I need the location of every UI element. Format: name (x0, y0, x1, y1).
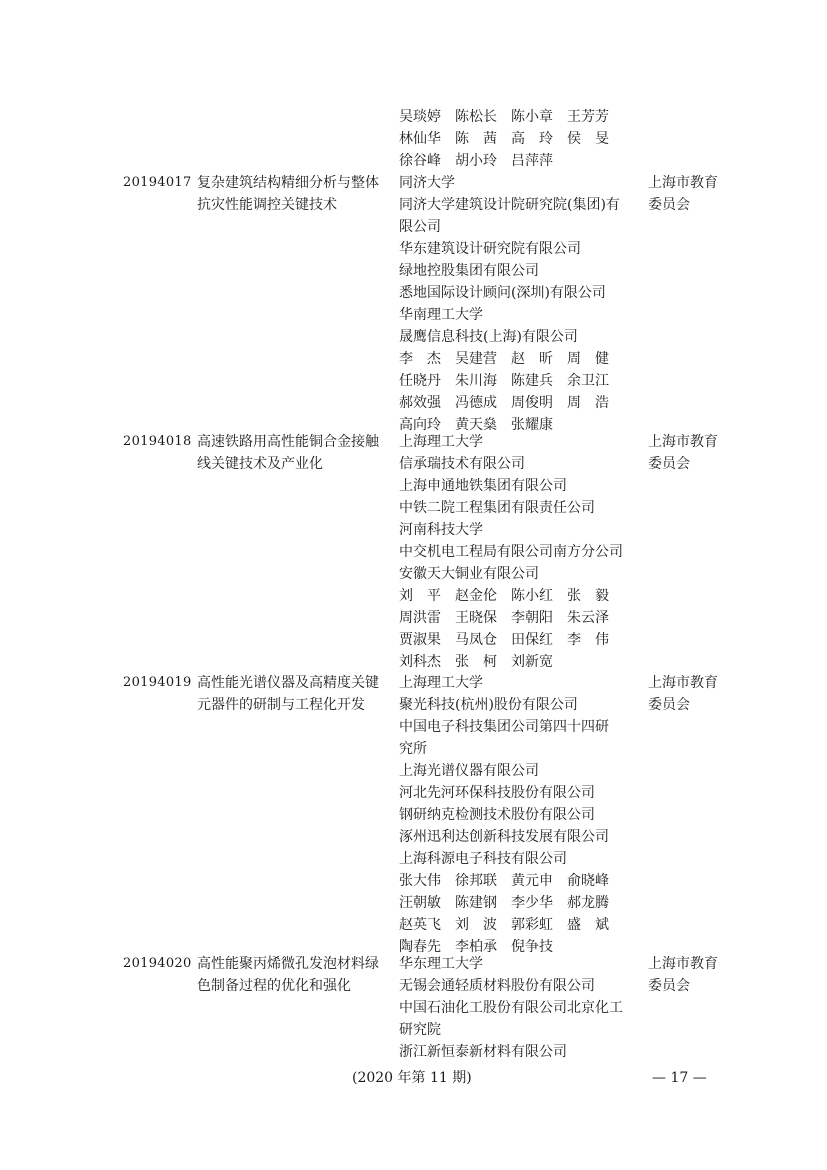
content-line: 中铁二院工程集团有限责任公司 (399, 500, 595, 516)
content-line: 李 杰 吴建营 赵 昕 周 健 (399, 351, 609, 367)
name-line: 徐谷峰 胡小玲 吕萍萍 (399, 153, 553, 169)
title-line: 复杂建筑结构精细分析与整体 (197, 175, 379, 191)
content-line: 河北先河环保科技股份有限公司 (399, 785, 595, 801)
content-line: 聚光科技(杭州)股份有限公司 (399, 697, 578, 713)
units-and-names (399, 953, 639, 1063)
content-line: 上海科源电子科技有限公司 (399, 851, 567, 867)
project-title (197, 431, 387, 475)
content-line: 刘 平 赵金伦 陈小红 张 毅 (399, 588, 609, 604)
names-list (399, 106, 639, 172)
content-line: 华东建筑设计研究院有限公司 (399, 241, 581, 257)
content-line: 上海理工大学 (399, 675, 483, 691)
content-line: 绿地控股集团有限公司 (399, 263, 539, 279)
content-line: 赵英飞 刘 波 郭彩虹 盛 斌 (399, 917, 609, 933)
content-line: 汪朝敏 陈建钢 李少华 郝龙腾 (399, 895, 609, 911)
title-line: 元器件的研制与工程化开发 (197, 697, 365, 713)
nominating-unit (648, 953, 718, 997)
content-line: 华南理工大学 (399, 307, 483, 323)
content-line: 信承瑞技术有限公司 (399, 456, 525, 472)
content-line: 涿州迅利达创新科技发展有限公司 (399, 829, 609, 845)
content-line: 中交机电工程局有限公司南方分公司 (399, 544, 623, 560)
content-line: 同济大学建筑设计院研究院(集团)有 (399, 197, 620, 213)
units-and-names (399, 431, 639, 673)
title-line: 线关键技术及产业化 (197, 456, 323, 472)
dept-line: 委员会 (648, 697, 690, 713)
name-line: 吴琰婷 陈松长 陈小章 王芳芳 (399, 109, 609, 125)
dept-line: 上海市教育 (648, 956, 718, 972)
title-line: 高性能聚丙烯微孔发泡材料绿 (197, 956, 379, 972)
content-line: 中国石油化工股份有限公司北京化工 (399, 1000, 623, 1016)
dept-line: 委员会 (648, 456, 690, 472)
project-id: 20194018 (123, 434, 192, 449)
dept-line: 委员会 (648, 197, 690, 213)
nominating-unit (648, 172, 718, 216)
dept-line: 上海市教育 (648, 175, 718, 191)
content-line: 上海理工大学 (399, 434, 483, 450)
dept-line: 上海市教育 (648, 675, 718, 691)
nominating-unit (648, 431, 718, 475)
project-title (197, 172, 387, 216)
content-line: 上海申通地铁集团有限公司 (399, 478, 567, 494)
project-id: 20194019 (123, 675, 192, 690)
content-line: 河南科技大学 (399, 522, 483, 538)
content-line: 中国电子科技集团公司第四十四研 (399, 719, 609, 735)
dept-line: 委员会 (648, 978, 690, 994)
nominating-unit (648, 672, 718, 716)
title-line: 抗灾性能调控关键技术 (197, 197, 337, 213)
content-line: 高向玲 黄天燊 张耀康 (399, 417, 553, 433)
content-line: 浙江新恒泰新材料有限公司 (399, 1044, 567, 1060)
content-line: 华东理工大学 (399, 956, 483, 972)
content-line: 上海光谱仪器有限公司 (399, 763, 539, 779)
content-line: 晟鹰信息科技(上海)有限公司 (399, 329, 578, 345)
content-line: 同济大学 (399, 175, 455, 191)
content-line: 钢研纳克检测技术股份有限公司 (399, 807, 595, 823)
content-line: 究所 (399, 741, 427, 757)
content-line: 张大伟 徐邦联 黄元申 俞晓峰 (399, 873, 609, 889)
units-and-names (399, 672, 639, 958)
content-line: 安徽天大铜业有限公司 (399, 566, 539, 582)
project-id: 20194017 (123, 175, 192, 190)
content-line: 贾淑果 马凤仓 田保红 李 伟 (399, 632, 609, 648)
units-and-names (399, 172, 639, 436)
issue-label: (2020 年第 11 期) (352, 1070, 472, 1086)
content-line: 刘科杰 张 柯 刘新宽 (399, 654, 553, 670)
content-line: 悉地国际设计顾问(深圳)有限公司 (399, 285, 606, 301)
project-title (197, 953, 387, 997)
content-line: 任晓丹 朱川海 陈建兵 余卫江 (399, 373, 609, 389)
project-title (197, 672, 387, 716)
title-line: 色制备过程的优化和强化 (197, 978, 351, 994)
content-line: 研究院 (399, 1022, 441, 1038)
content-line: 无锡会通轻质材料股份有限公司 (399, 978, 595, 994)
title-line: 高速铁路用高性能铜合金接触 (197, 434, 379, 450)
content-line: 陶春先 李柏承 倪争技 (399, 939, 553, 955)
name-line: 林仙华 陈 茜 高 玲 侯 旻 (399, 131, 609, 147)
dept-line: 上海市教育 (648, 434, 718, 450)
title-line: 高性能光谱仪器及高精度关键 (197, 675, 379, 691)
project-id: 20194020 (123, 956, 192, 971)
page-number: — 17 — (652, 1070, 707, 1086)
content-line: 限公司 (399, 219, 441, 235)
content-line: 周洪雷 王晓保 李朝阳 朱云泽 (399, 610, 609, 626)
content-line: 郝效强 冯德成 周俊明 周 浩 (399, 395, 609, 411)
